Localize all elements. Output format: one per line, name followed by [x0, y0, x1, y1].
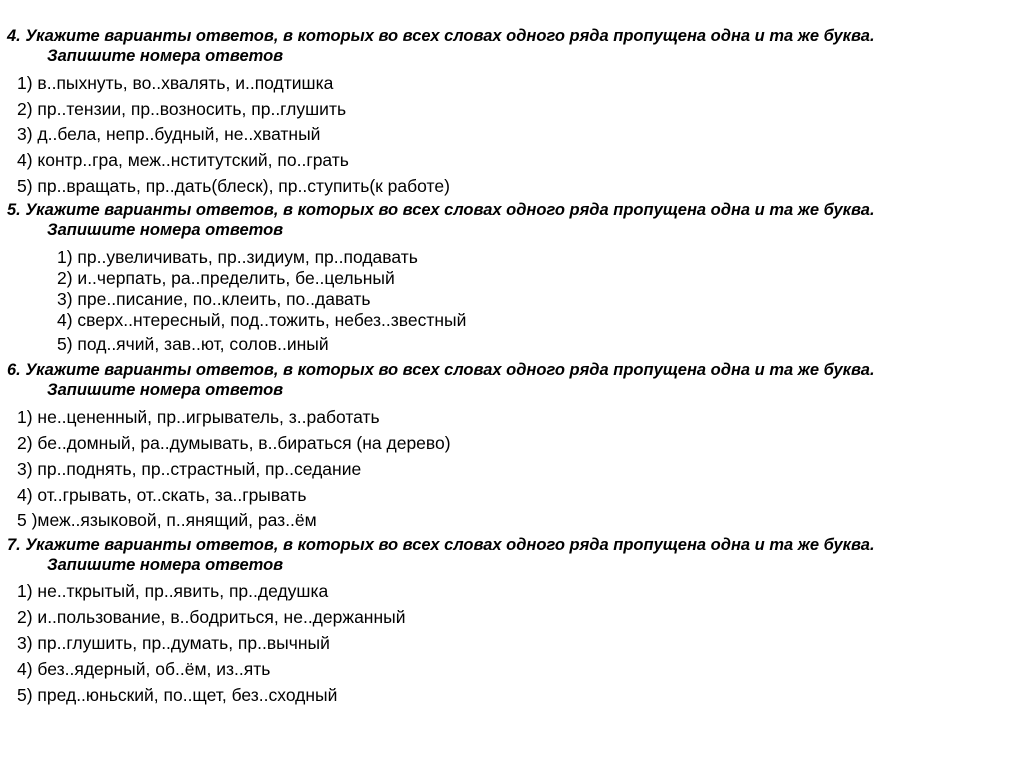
answer-option: 1) не..цененный, пр..игрыватель, з..работать	[17, 407, 380, 427]
answer-option: 1) пр..увеличивать, пр..зидиум, пр..подавать	[57, 247, 418, 267]
answer-option: 3) пре..писание, по..клеить, по..давать	[57, 289, 371, 309]
answer-option: 4) контр..гра, меж..нститутский, по..грать	[17, 150, 349, 170]
answer-option: 2) и..черпать, ра..пределить, бе..цельный	[57, 268, 395, 288]
answer-option: 4) от..грывать, от..скать, за..грывать	[17, 485, 307, 505]
task-question: 5. Укажите варианты ответов, в которых во всех словах одного ряда пропущена одна и та же буква.	[7, 201, 875, 219]
answer-option: 2) бе..домный, ра..думывать, в..бираться (на дерево)	[17, 433, 451, 453]
task-question: 6. Укажите варианты ответов, в которых во всех словах одного ряда пропущена одна и та же буква.	[7, 361, 875, 379]
answer-option: 3) пр..поднять, пр..страстный, пр..седание	[17, 459, 362, 479]
task-instruction: Запишите номера ответов	[47, 47, 284, 65]
answer-option: 1) не..ткрытый, пр..явить, пр..дедушка	[17, 581, 329, 601]
answer-option: 2) пр..тензии, пр..возносить, пр..глушить	[17, 99, 347, 119]
answer-option: 5 )меж..языковой, п..янящий, раз..ём	[17, 510, 317, 530]
answer-option: 3) д..бела, непр..будный, не..хватный	[17, 124, 321, 144]
answer-option: 5) пр..вращать, пр..дать(блеск), пр..ступить(к работе)	[17, 176, 450, 196]
task-question: 4. Укажите варианты ответов, в которых во всех словах одного ряда пропущена одна и та же буква.	[7, 27, 875, 45]
task-question: 7. Укажите варианты ответов, в которых во всех словах одного ряда пропущена одна и та же буква.	[7, 536, 875, 554]
answer-option: 2) и..пользование, в..бодриться, не..держанный	[17, 607, 406, 627]
task-instruction: Запишите номера ответов	[47, 556, 284, 574]
answer-option: 3) пр..глушить, пр..думать, пр..вычный	[17, 633, 330, 653]
answer-option: 5) под..ячий, зав..ют, солов..иный	[57, 334, 329, 354]
task-instruction: Запишите номера ответов	[47, 221, 284, 239]
answer-option: 4) сверх..нтересный, под..тожить, небез..звестный	[57, 310, 467, 330]
task-instruction: Запишите номера ответов	[47, 381, 284, 399]
answer-option: 1) в..пыхнуть, во..хвалять, и..подтишка	[17, 73, 334, 93]
answer-option: 4) без..ядерный, об..ём, из..ять	[17, 659, 271, 679]
answer-option: 5) пред..юньский, по..щет, без..сходный	[17, 685, 338, 705]
